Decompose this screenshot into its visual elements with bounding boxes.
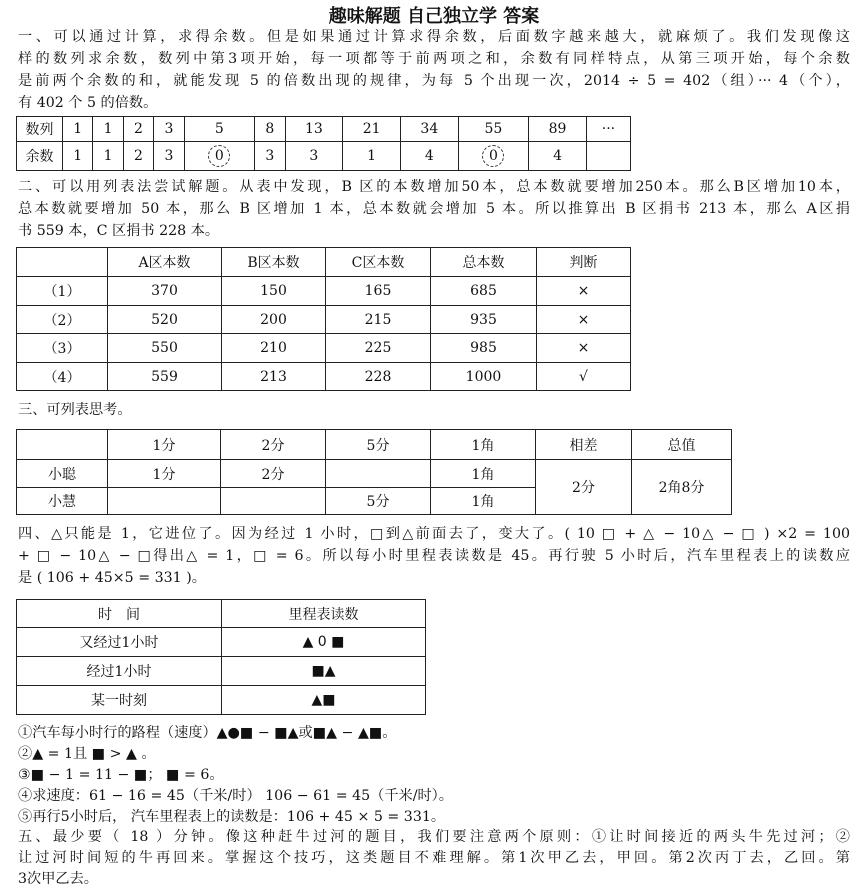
table-cell: 1000 [431, 363, 537, 391]
header-cell [17, 248, 108, 277]
table-row [17, 628, 426, 657]
check-mark: √ [537, 363, 631, 391]
table-row [17, 277, 631, 306]
header-cell: 判断 [537, 248, 631, 277]
table-cell: 685 [431, 277, 537, 306]
text-line: 书 559 本，C 区捐书 228 本。 [18, 223, 220, 239]
sequence-cell: 1 [93, 117, 123, 142]
row-label: 数列 [17, 117, 63, 142]
table-cell [108, 488, 221, 515]
remainder-row [17, 142, 631, 171]
table-header-row [17, 248, 631, 277]
remainder-cell: 2 [123, 142, 153, 171]
remainder-cell: 4 [529, 142, 587, 171]
header-cell [17, 430, 108, 460]
person-name: 小慧 [17, 488, 108, 515]
table-cell [326, 460, 431, 488]
text-line: 一、可以通过计算，求得余数。但是如果通过计算求得余数，后面数字越来越大，就麻烦了。我们发现像这 [18, 29, 850, 45]
table-row [17, 657, 426, 686]
table-header-row [17, 430, 732, 460]
table-cell: 1分 [108, 460, 221, 488]
table-row [17, 460, 732, 488]
books-table [16, 247, 631, 391]
table-cell: 985 [431, 334, 537, 363]
table-row [17, 334, 631, 363]
sequence-cell: 21 [343, 117, 401, 142]
sequence-cell: 13 [285, 117, 343, 142]
remainder-cell: 3 [285, 142, 343, 171]
sequence-table [16, 116, 631, 171]
table-cell: 2分 [221, 460, 326, 488]
text-line: 是 ( 106 + 45×5 = 331 )。 [18, 570, 206, 586]
sequence-cell: 5 [184, 117, 255, 142]
note-line: ②▲ = 1且 ■ > ▲ 。 [18, 746, 156, 762]
table-cell: 550 [108, 334, 222, 363]
remainder-cell: 4 [400, 142, 458, 171]
table-cell: 经过1小时 [17, 657, 222, 686]
table-cell: 200 [222, 306, 326, 334]
table-cell: 935 [431, 306, 537, 334]
ellipsis-cell: ··· [586, 117, 630, 142]
table-cell: 某一时刻 [17, 686, 222, 715]
text-line: 有 402 个 5 的倍数。 [18, 95, 158, 111]
table-cell: 210 [222, 334, 326, 363]
header-cell: B区本数 [222, 248, 326, 277]
row-label: 余数 [17, 142, 63, 171]
row-index: （4） [17, 363, 108, 391]
table-row [17, 306, 631, 334]
header-cell: 5分 [326, 430, 431, 460]
odometer-table [16, 599, 426, 715]
sequence-cell: 55 [458, 117, 529, 142]
section2-paragraph [18, 176, 850, 242]
section5-paragraph [18, 827, 850, 890]
header-cell: A区本数 [108, 248, 222, 277]
remainder-cell [458, 142, 529, 171]
odometer-symbols: ▲■ [222, 686, 426, 715]
sequence-cell: 2 [123, 117, 153, 142]
remainder-cell: 1 [343, 142, 401, 171]
text-line: 让过河时间短的牛再回来。掌握这个技巧，这类题目不难理解。第1次甲乙去，甲回。第2次丙丁去，乙回。第 [18, 850, 850, 866]
cross-mark: × [537, 277, 631, 306]
table-cell: 165 [326, 277, 431, 306]
coins-table [16, 429, 732, 515]
section4-paragraph [18, 523, 850, 589]
header-cell: 2分 [221, 430, 326, 460]
note-line: ④求速度：61 − 16 = 45（千米/时） 106 − 61 = 45（千米/时）。 [18, 788, 453, 804]
table-cell: 又经过1小时 [17, 628, 222, 657]
text-line: 样的数列求余数，数列中第3项开始，每一项都等于前两项之和，余数有同样特点，从第三项开始，每个余数 [18, 51, 850, 67]
text-line: 3次甲乙去。 [18, 871, 98, 887]
table-cell: 213 [222, 363, 326, 391]
header-cell: 1角 [431, 430, 536, 460]
header-cell: 总值 [632, 430, 732, 460]
odometer-symbols: ▲ 0 ■ [222, 628, 426, 657]
remainder-cell [184, 142, 255, 171]
total-cell: 2角8分 [632, 460, 732, 515]
section3-heading: 三、可列表思考。 [18, 402, 132, 418]
sequence-cell: 34 [400, 117, 458, 142]
header-cell: C区本数 [326, 248, 431, 277]
sequence-cell: 89 [529, 117, 587, 142]
note-line: ①汽车每小时行的路程（速度）▲●■ − ■▲或■▲ − ▲■。 [18, 725, 397, 741]
header-cell: 总本数 [431, 248, 537, 277]
header-cell: 里程表读数 [222, 600, 426, 628]
table-header-row [17, 600, 426, 628]
header-cell: 时 间 [17, 600, 222, 628]
sequence-cell: 1 [63, 117, 93, 142]
table-cell: 150 [222, 277, 326, 306]
section1-paragraph [18, 26, 850, 114]
table-row [17, 363, 631, 391]
header-cell: 相差 [536, 430, 632, 460]
row-index: （2） [17, 306, 108, 334]
table-cell [221, 488, 326, 515]
table-cell: 520 [108, 306, 222, 334]
remainder-cell: 1 [63, 142, 93, 171]
text-line: 是前两个余数的和，就能发现 5 的倍数出现的规律，为每 5 个出现一次，2014 ÷ 5 = 402（组）··· 4（个）， [18, 73, 850, 89]
row-index: （3） [17, 334, 108, 363]
sequence-cell: 3 [154, 117, 184, 142]
odometer-symbols: ■▲ [222, 657, 426, 686]
note-line: ③■ − 1 = 11 − ■； ■ = 6。 [18, 767, 224, 783]
header-cell: 1分 [108, 430, 221, 460]
remainder-cell: 1 [93, 142, 123, 171]
text-line: 总本数就要增加 50 本，那么 B 区增加 1 本，总本数就会增加 5 本。所以推算出 B 区捐书 213 本，那么 A区捐 [18, 201, 850, 217]
page-title: 趣味解题 自己独立学 答案 [328, 6, 540, 27]
person-name: 小聪 [17, 460, 108, 488]
text-line: + □ − 10△ − □得出△ = 1，□ = 6。所以每小时里程表读数是 45。再行驶 5 小时后，汽车里程表上的读数应 [18, 548, 850, 564]
sequence-row [17, 117, 631, 142]
table-cell: 1角 [431, 488, 536, 515]
text-line: 五、最少要（ 18 ）分钟。像这种赶牛过河的题目，我们要注意两个原则：①让时间接近的两头牛先过河；② [18, 829, 850, 845]
remainder-cell: 3 [255, 142, 285, 171]
table-row [17, 686, 426, 715]
table-cell: 225 [326, 334, 431, 363]
table-cell: 5分 [326, 488, 431, 515]
cross-mark: × [537, 306, 631, 334]
remainder-cell [586, 142, 630, 171]
table-cell: 1角 [431, 460, 536, 488]
dashed-circle-mark: 0 [482, 145, 504, 167]
table-cell: 370 [108, 277, 222, 306]
dashed-circle-mark: 0 [208, 145, 230, 167]
table-cell: 215 [326, 306, 431, 334]
table-cell: 559 [108, 363, 222, 391]
remainder-cell: 3 [154, 142, 184, 171]
table-cell: 228 [326, 363, 431, 391]
text-line: 四、△只能是 1，它进位了。因为经过 1 小时，□到△前面去了，变大了。( 10 □ + △ − 10△ − □ ) ×2 = 100 [18, 526, 850, 542]
sequence-cell: 8 [255, 117, 285, 142]
row-index: （1） [17, 277, 108, 306]
cross-mark: × [537, 334, 631, 363]
text-line: 二、可以用列表法尝试解题。从表中发现，B 区的本数增加50本，总本数就要增加250本。那么B区增加10本， [18, 179, 850, 195]
difference-cell: 2分 [536, 460, 632, 515]
note-line: ⑤再行5小时后， 汽车里程表上的读数是：106 + 45 × 5 = 331。 [18, 809, 446, 825]
